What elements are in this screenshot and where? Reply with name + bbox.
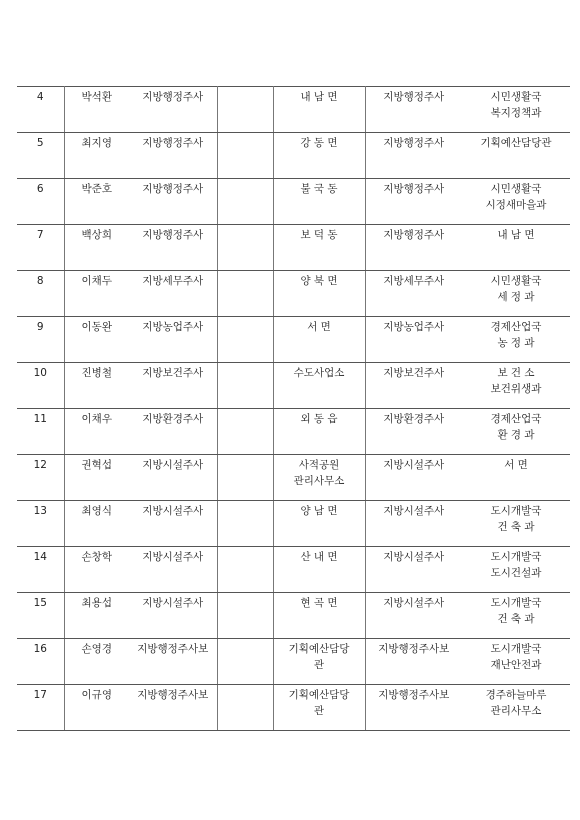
cell-name [64,179,129,225]
cell-current-post-line: 기획예산담당 [288,643,350,655]
cell-grade-text: 지방행정주사 [142,183,204,195]
cell-name-text: 진병철 [81,367,112,379]
cell-number [17,133,64,179]
cell-blank [217,639,273,685]
cell-current-post-line: 기획예산담당 [288,689,350,701]
cell-new-grade [365,87,462,133]
cell-name-text: 박준호 [81,183,112,195]
cell-new-post-line: 경제산업국 [490,413,542,425]
table-row [17,593,570,639]
cell-new-post [462,547,570,593]
cell-new-grade [365,409,462,455]
cell-new-grade-text: 지방보건주사 [383,367,445,379]
cell-blank [217,501,273,547]
cell-current-post [273,593,365,639]
cell-new-grade [365,133,462,179]
cell-new-grade-text: 지방시설주사 [383,459,445,471]
cell-new-grade-text: 지방시설주사 [383,597,445,609]
cell-grade [129,225,217,271]
cell-blank [217,409,273,455]
cell-blank [217,455,273,501]
cell-new-grade [365,547,462,593]
cell-name [64,639,129,685]
cell-new-grade [365,455,462,501]
cell-number-text: 7 [36,229,44,241]
cell-current-post-line: 사적공원 [298,459,340,471]
cell-new-post-line: 도시개발국 [490,505,542,517]
cell-name [64,271,129,317]
cell-number [17,179,64,225]
cell-new-post-line: 보건위생과 [490,383,542,395]
cell-number-text: 11 [33,413,47,425]
cell-name [64,501,129,547]
cell-number-text: 14 [33,551,47,563]
cell-number [17,225,64,271]
cell-grade-text: 지방행정주사 [142,137,204,149]
cell-new-post-line: 시정새마을과 [485,199,547,211]
cell-new-grade [365,639,462,685]
cell-name [64,455,129,501]
cell-new-post [462,639,570,685]
cell-name [64,593,129,639]
cell-current-post [273,547,365,593]
cell-current-post [273,455,365,501]
cell-new-grade-text: 지방행정주사 [383,91,445,103]
cell-name [64,547,129,593]
cell-current-post-line: 양 북 면 [300,275,338,287]
cell-grade-text: 지방시설주사 [142,459,204,471]
table-row [17,501,570,547]
cell-number-text: 5 [36,137,44,149]
cell-new-grade-text: 지방행정주사보 [378,689,450,701]
cell-number-text: 4 [36,91,44,103]
cell-grade [129,271,217,317]
cell-current-post-line: 강 동 면 [300,137,338,149]
cell-current-post [273,271,365,317]
cell-current-post [273,409,365,455]
cell-number [17,271,64,317]
cell-new-post [462,455,570,501]
cell-new-post [462,317,570,363]
cell-name-text: 박석환 [81,91,112,103]
cell-new-grade [365,363,462,409]
table-row [17,409,570,455]
cell-current-post [273,87,365,133]
table-row [17,685,570,731]
cell-current-post [273,225,365,271]
cell-number [17,547,64,593]
cell-current-post-line: 수도사업소 [293,367,345,379]
cell-new-post [462,87,570,133]
cell-blank [217,271,273,317]
cell-new-post-line: 보 건 소 [497,367,535,379]
cell-blank [217,179,273,225]
cell-grade-text: 지방시설주사 [142,551,204,563]
cell-current-post-line: 양 남 면 [300,505,338,517]
cell-current-post-line: 내 남 면 [300,91,338,103]
cell-blank [217,547,273,593]
cell-new-grade-text: 지방행정주사 [383,229,445,241]
cell-new-post [462,133,570,179]
table-row [17,87,570,133]
cell-new-grade-text: 지방농업주사 [383,321,445,333]
table-row [17,179,570,225]
cell-new-post-line: 기획예산담당관 [480,137,552,149]
cell-new-post-line: 경주하늘마루 [485,689,547,701]
cell-name-text: 이채우 [81,413,112,425]
cell-new-post-line: 서 면 [504,459,528,471]
cell-blank [217,87,273,133]
cell-new-post-line: 내 남 면 [497,229,535,241]
cell-new-grade-text: 지방환경주사 [383,413,445,425]
cell-new-post-line: 도시개발국 [490,551,542,563]
cell-current-post-line: 관 [313,705,325,717]
cell-current-post [273,317,365,363]
cell-grade [129,179,217,225]
cell-new-post-line: 경제산업국 [490,321,542,333]
cell-new-post [462,409,570,455]
cell-new-grade [365,225,462,271]
table-row [17,133,570,179]
cell-new-grade-text: 지방행정주사보 [378,643,450,655]
cell-new-post-line: 도시개발국 [490,643,542,655]
cell-number-text: 12 [33,459,47,471]
table-row [17,547,570,593]
cell-name-text: 최용섭 [81,597,112,609]
cell-current-post [273,133,365,179]
cell-new-grade-text: 지방세무주사 [383,275,445,287]
cell-grade [129,501,217,547]
cell-current-post-line: 현 곡 면 [300,597,338,609]
cell-new-grade [365,271,462,317]
cell-new-grade [365,501,462,547]
cell-grade-text: 지방시설주사 [142,597,204,609]
cell-current-post-line: 불 국 동 [300,183,338,195]
cell-name-text: 최영식 [81,505,112,517]
cell-blank [217,593,273,639]
cell-number [17,363,64,409]
cell-new-post-line: 도시개발국 [490,597,542,609]
cell-new-post-line: 재난안전과 [490,659,542,671]
cell-current-post-line: 관리사무소 [293,475,345,487]
table-row [17,363,570,409]
personnel-table [17,86,570,731]
cell-name-text: 권혁섭 [81,459,112,471]
cell-new-post-line: 관리사무소 [490,705,542,717]
cell-new-post [462,593,570,639]
cell-name [64,87,129,133]
cell-number-text: 10 [33,367,47,379]
cell-number [17,501,64,547]
cell-current-post-line: 서 면 [307,321,331,333]
cell-current-post [273,501,365,547]
cell-new-grade [365,317,462,363]
cell-grade [129,87,217,133]
cell-grade-text: 지방세무주사 [142,275,204,287]
table-row [17,455,570,501]
cell-name [64,133,129,179]
cell-name-text: 이동완 [81,321,112,333]
cell-new-post-line: 건 축 과 [497,613,535,625]
cell-new-grade-text: 지방시설주사 [383,505,445,517]
cell-number [17,455,64,501]
cell-number [17,317,64,363]
cell-number [17,685,64,731]
cell-number [17,87,64,133]
cell-grade-text: 지방시설주사 [142,505,204,517]
cell-new-grade-text: 지방행정주사 [383,137,445,149]
cell-name-text: 백상희 [81,229,112,241]
cell-new-grade [365,593,462,639]
cell-new-post [462,271,570,317]
cell-new-post [462,363,570,409]
cell-new-post [462,225,570,271]
table-row [17,225,570,271]
cell-new-post-line: 도시건설과 [490,567,542,579]
cell-new-post [462,685,570,731]
cell-grade-text: 지방행정주사 [142,229,204,241]
table-row [17,317,570,363]
cell-new-post-line: 복지정책과 [490,107,542,119]
cell-number-text: 17 [33,689,47,701]
cell-grade-text: 지방환경주사 [142,413,204,425]
cell-current-post [273,685,365,731]
cell-new-grade-text: 지방행정주사 [383,183,445,195]
cell-new-post-line: 건 축 과 [497,521,535,533]
cell-name-text: 손창학 [81,551,112,563]
cell-number-text: 9 [36,321,44,333]
cell-name-text: 이채두 [81,275,112,287]
cell-grade [129,455,217,501]
cell-current-post [273,639,365,685]
cell-name-text: 이규영 [81,689,112,701]
cell-number [17,593,64,639]
cell-number [17,409,64,455]
cell-current-post-line: 관 [313,659,325,671]
cell-new-grade [365,685,462,731]
cell-new-post-line: 시민생활국 [490,91,542,103]
cell-new-post-line: 시민생활국 [490,275,542,287]
cell-grade [129,639,217,685]
table-row [17,639,570,685]
cell-grade [129,133,217,179]
cell-number-text: 8 [36,275,44,287]
cell-grade-text: 지방보건주사 [142,367,204,379]
cell-current-post-line: 산 내 면 [300,551,338,563]
cell-new-grade [365,179,462,225]
cell-number [17,639,64,685]
cell-name [64,409,129,455]
cell-grade [129,685,217,731]
cell-number-text: 15 [33,597,47,609]
cell-new-post [462,179,570,225]
cell-current-post [273,179,365,225]
cell-grade [129,593,217,639]
cell-new-grade-text: 지방시설주사 [383,551,445,563]
cell-blank [217,363,273,409]
cell-name [64,363,129,409]
cell-grade-text: 지방행정주사보 [137,689,209,701]
cell-new-post-line: 시민생활국 [490,183,542,195]
cell-current-post-line: 보 덕 동 [300,229,338,241]
cell-name-text: 손영경 [81,643,112,655]
cell-grade [129,317,217,363]
cell-grade [129,409,217,455]
table-row [17,271,570,317]
cell-current-post-line: 외 동 읍 [300,413,338,425]
cell-new-post [462,501,570,547]
cell-grade-text: 지방행정주사 [142,91,204,103]
cell-new-post-line: 세 정 과 [497,291,535,303]
cell-number-text: 6 [36,183,44,195]
cell-new-post-line: 환 경 과 [497,429,535,441]
cell-name-text: 최지영 [81,137,112,149]
cell-current-post [273,363,365,409]
cell-name [64,685,129,731]
cell-grade [129,363,217,409]
cell-name [64,317,129,363]
cell-new-post-line: 농 정 과 [497,337,535,349]
cell-blank [217,685,273,731]
cell-blank [217,225,273,271]
cell-blank [217,133,273,179]
cell-number-text: 13 [33,505,47,517]
cell-number-text: 16 [33,643,47,655]
cell-grade-text: 지방농업주사 [142,321,204,333]
cell-name [64,225,129,271]
cell-blank [217,317,273,363]
cell-grade-text: 지방행정주사보 [137,643,209,655]
cell-grade [129,547,217,593]
